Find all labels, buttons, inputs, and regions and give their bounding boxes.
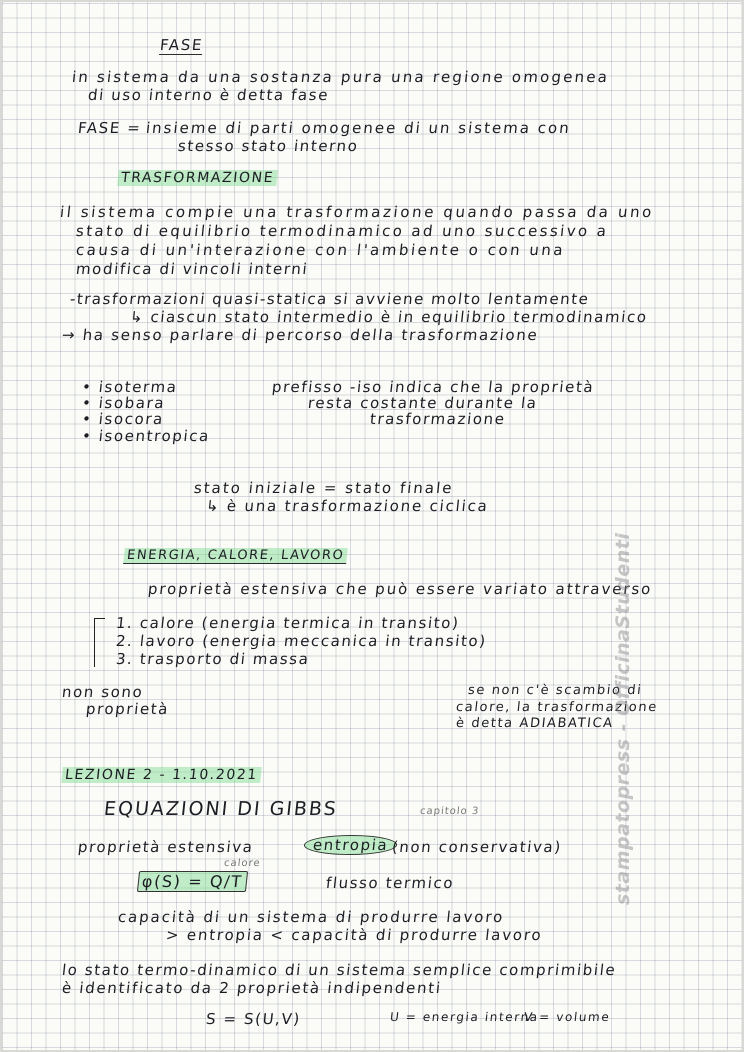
section-title-energia: ENERGIA, CALORE, LAVORO xyxy=(123,548,348,563)
text-line: > entropia < capacità di produrre lavoro xyxy=(165,926,544,944)
text-line: resta costante durante la xyxy=(307,394,539,412)
text-line: di uso interno è detta fase xyxy=(87,86,331,104)
text-line: proprietà estensiva xyxy=(77,838,255,856)
text-line: proprietà estensiva che può essere variato attraverso xyxy=(147,580,654,598)
text-line: (non conservativa) xyxy=(391,838,563,856)
list-item: • isocora xyxy=(81,410,165,428)
text-line: in sistema da una sostanza pura una regione omogenea xyxy=(71,68,611,86)
list-item: 1. calore (energia termica in transito) xyxy=(115,614,461,632)
text-line: non sono xyxy=(61,683,145,701)
section-title-trasformazione: TRASFORMAZIONE xyxy=(117,170,278,186)
text-line: prefisso -iso indica che la proprietà xyxy=(271,378,596,396)
formula-entropia: φ(S) = Q/T xyxy=(137,872,248,891)
text-line: calore, la trasformazione xyxy=(455,700,659,715)
text-line: ↳ ciascun stato intermedio è in equilibrio termodinamico xyxy=(129,308,649,326)
text-line: modifica di vincoli interni xyxy=(75,260,310,278)
text-line: è identificato da 2 proprietà indipendenti xyxy=(61,979,443,997)
text-line: FASE = xyxy=(77,119,143,137)
list-item: • isoterma xyxy=(81,378,179,396)
entropia-term: entropia xyxy=(303,836,398,854)
list-item: • isoentropica xyxy=(81,427,211,445)
lesson-heading: LEZIONE 2 - 1.10.2021 xyxy=(61,767,262,783)
text-line: il sistema compie una trasformazione quando passa da uno xyxy=(59,203,655,221)
text-line: -trasformazioni quasi-statica si avviene molto lentamente xyxy=(69,290,591,308)
bracket xyxy=(94,618,105,667)
text-line: proprietà xyxy=(85,700,171,718)
list-item: • isobara xyxy=(81,394,167,412)
text-line: capacità di un sistema di produrre lavoro xyxy=(117,908,506,926)
text-line: flusso termico xyxy=(325,874,456,892)
chapter-note: capitolo 3 xyxy=(419,806,480,817)
text-line: causa di un'interazione con l'ambiente o con una xyxy=(75,241,567,259)
text-line: stato di equilibrio termodinamico ad uno successivo a xyxy=(75,222,610,240)
watermark: stampatopress - OfficinaStudenti xyxy=(612,532,634,905)
section-title-gibbs: EQUAZIONI DI GIBBS xyxy=(102,798,339,820)
text-line: ↳ è una trasformazione ciclica xyxy=(205,497,490,515)
formula-gibbs: S = S(U,V) xyxy=(205,1010,302,1028)
text-line: → ha senso parlare di percorso della trasformazione xyxy=(61,326,540,344)
list-item: 2. lavoro (energia meccanica in transito) xyxy=(115,632,488,650)
text-line: trasformazione xyxy=(369,410,507,428)
text-line: V = volume xyxy=(523,1010,612,1024)
text-line: U = energia interna xyxy=(389,1010,540,1024)
text-line: è detta ADIABATICA xyxy=(455,716,615,731)
text-line: stato iniziale = stato finale xyxy=(193,479,455,497)
text-line: se non c'è scambio di xyxy=(467,683,644,698)
text-line: lo stato termo-dinamico di un sistema semplice comprimibile xyxy=(61,961,618,979)
section-title-fase: FASE xyxy=(159,36,204,54)
text-line: stesso stato interno xyxy=(177,137,360,155)
calore-label: calore xyxy=(223,858,262,869)
text-line: insieme di parti omogenee di un sistema con xyxy=(145,119,572,137)
list-item: 3. trasporto di massa xyxy=(115,650,311,668)
